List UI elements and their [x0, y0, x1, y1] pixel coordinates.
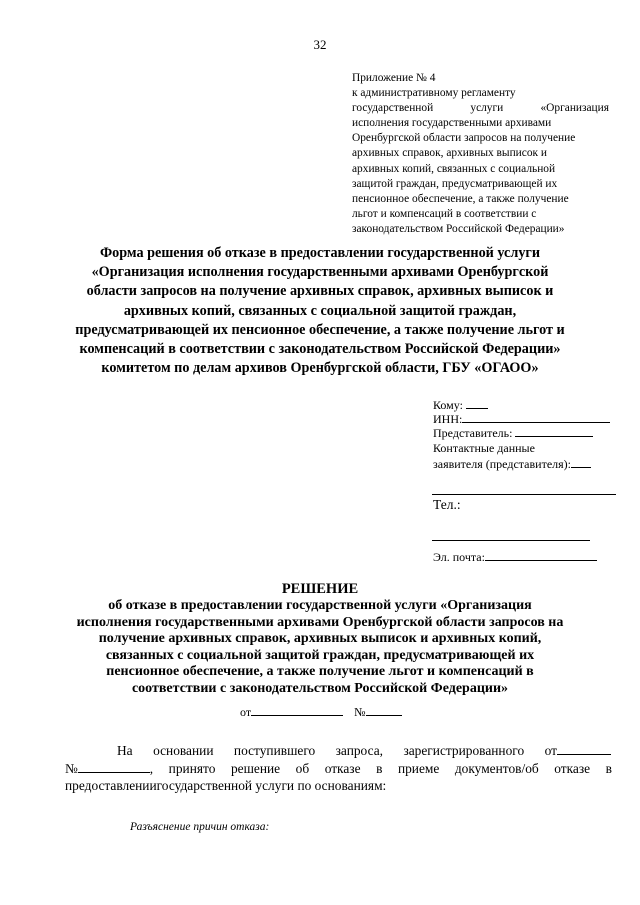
word: № — [65, 761, 78, 776]
email-blank[interactable] — [485, 549, 597, 561]
form-title-line: комитетом по делам архивов Оренбургской области, ГБУ «ОГАОО» — [101, 360, 539, 377]
decision-line: связанных с социальной защитой граждан, предусматривающей их — [105, 647, 535, 663]
appendix-line: Оренбургской области запросов на получение — [352, 132, 576, 145]
decision-line: об отказе в предоставлении государственной услуги «Организация — [108, 598, 532, 613]
word: отказе — [324, 761, 361, 776]
word: в — [376, 761, 383, 776]
request-number-field[interactable] — [65, 760, 153, 777]
decision-line: соответствии с законодательством Российской Федерации» — [131, 680, 509, 696]
word: , — [149, 761, 154, 776]
decision-date-number — [240, 704, 440, 719]
word: услуги — [470, 102, 504, 115]
to-blank[interactable] — [466, 397, 488, 409]
appendix-line — [352, 101, 609, 116]
word: основании — [153, 743, 214, 758]
word: документов/об — [454, 761, 539, 776]
word: На — [117, 743, 133, 758]
email-label: Эл. почта: — [433, 550, 485, 564]
word: решение — [230, 761, 281, 776]
request-date-field[interactable] — [545, 742, 611, 759]
decision-subject — [40, 598, 600, 698]
form-title-line: архивных копий, связанных с социальной защитой граждан, — [123, 302, 517, 319]
word: поступившего — [233, 743, 316, 758]
date-blank[interactable] — [251, 704, 343, 716]
tel-blank[interactable] — [432, 540, 590, 541]
word: приеме — [397, 761, 440, 776]
tel-label: Тел.: — [433, 497, 461, 512]
request-number-blank[interactable] — [78, 761, 150, 773]
date-from-label: от — [240, 705, 252, 719]
basis-line-2 — [65, 760, 612, 777]
decision-line: исполнения государственными архивами Оренбургской области запросов на — [76, 614, 564, 630]
explanation-label: Разъяснение причин отказа: — [130, 821, 270, 833]
to-field[interactable] — [433, 397, 623, 412]
word: от — [544, 743, 557, 758]
word: об — [295, 761, 310, 776]
appendix-title: Приложение № 4 — [352, 72, 436, 84]
form-title-line: области запросов на получение архивных справок, архивных выписок и — [86, 283, 554, 300]
applicant-label: заявителя (представителя): — [433, 457, 571, 471]
contact-line[interactable] — [432, 494, 616, 495]
appendix-block — [352, 71, 609, 237]
inn-field[interactable] — [433, 411, 623, 426]
inn-blank[interactable] — [462, 411, 610, 423]
appendix-line: пенсионное обеспечение, а также получение — [352, 192, 569, 205]
number-label: № — [354, 705, 366, 719]
contacts-label: Контактные данные — [433, 441, 535, 455]
form-title — [30, 244, 610, 378]
inn-label: ИНН: — [433, 412, 463, 426]
representative-blank[interactable] — [515, 425, 593, 437]
appendix-line: исполнения государственными архивами — [352, 117, 552, 130]
word: государственной — [352, 102, 434, 115]
word: зарегистрированного — [403, 743, 525, 758]
appendix-line: защитой граждан, предусматривающей их — [352, 177, 558, 190]
word: отказе — [554, 761, 591, 776]
applicant-blank[interactable] — [571, 456, 591, 468]
representative-label: Представитель: — [433, 426, 513, 440]
appendix-line: льгот и компенсаций в соответствии с — [352, 207, 537, 220]
email-field[interactable] — [433, 549, 623, 564]
applicant-field[interactable] — [433, 456, 623, 471]
word: запроса, — [335, 743, 383, 758]
form-title-line: «Организация исполнения государственными архивами Оренбургской — [91, 264, 549, 281]
request-date-blank[interactable] — [557, 743, 611, 755]
basis-line-3: предоставлениигосударственной услуги по основаниям: — [65, 778, 387, 793]
decision-line: пенсионное обеспечение, а также получение льгот и компенсаций в — [106, 664, 534, 680]
appendix-line: архивных копий, связанных с социальной — [352, 162, 556, 175]
decision-line: получение архивных справок, архивных выписок и архивных копий, — [98, 631, 542, 647]
form-title-line: компенсаций в соответствии с законодательством Российской Федерации» — [79, 341, 561, 358]
appendix-line: законодательством Российской Федерации» — [352, 222, 565, 235]
word: «Организация — [540, 102, 609, 115]
word: в — [605, 761, 612, 776]
basis-line-1 — [117, 742, 611, 759]
word: принято — [168, 761, 216, 776]
representative-field[interactable] — [433, 425, 623, 440]
form-title-line: Форма решения об отказе в предоставлении государственной услуги — [99, 245, 541, 261]
decision-heading: РЕШЕНИЕ — [281, 581, 359, 597]
appendix-line: архивных справок, архивных выписок и — [352, 147, 548, 160]
form-title-line: предусматривающей их пенсионное обеспечение, а также получение льгот и — [75, 321, 565, 338]
number-blank[interactable] — [366, 704, 402, 716]
to-label: Кому: — [433, 398, 463, 412]
appendix-line: к административному регламенту — [352, 87, 516, 100]
page-number: 32 — [313, 37, 327, 52]
